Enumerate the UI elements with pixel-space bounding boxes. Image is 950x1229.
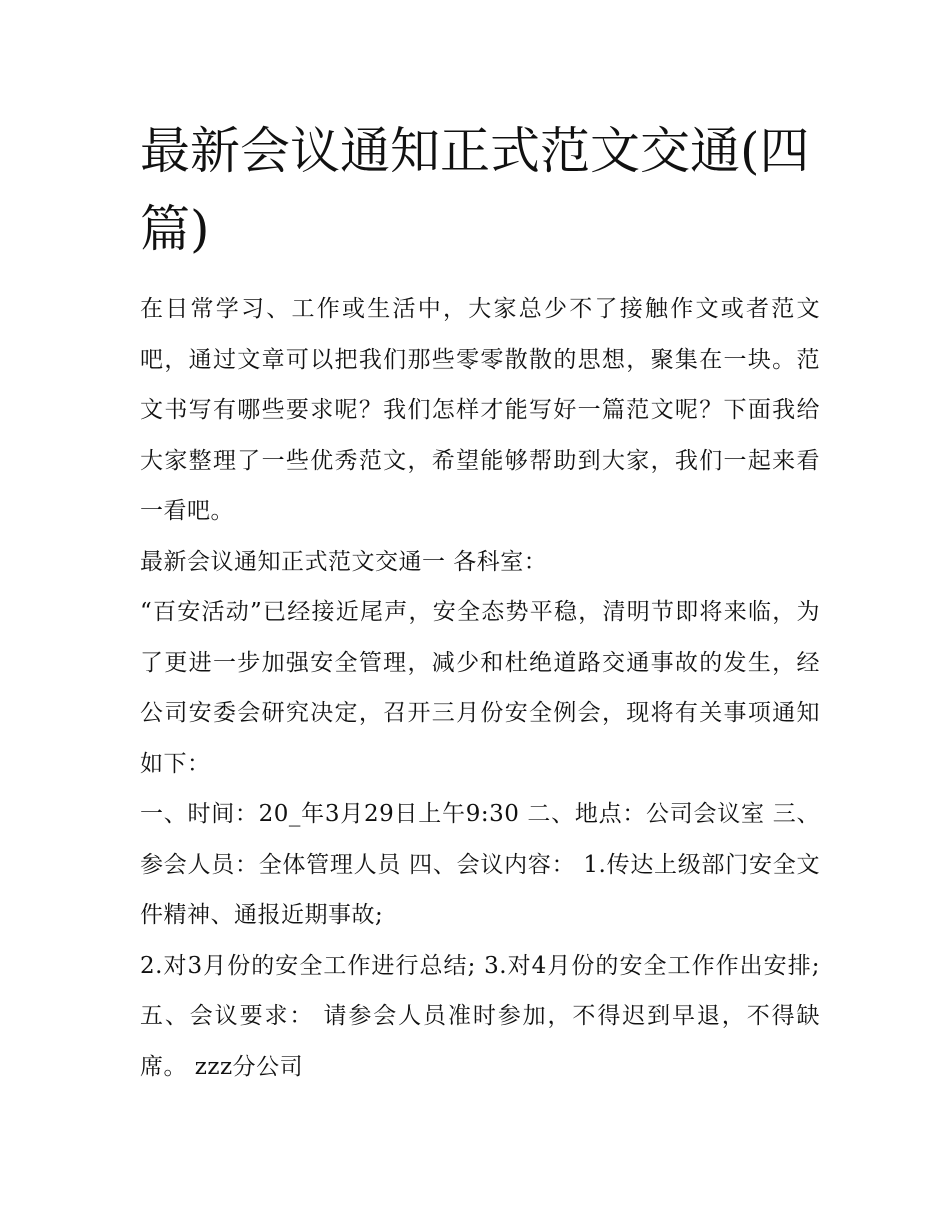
- section-heading: 最新会议通知正式范文交通一 各科室：: [140, 548, 548, 575]
- notice-paragraph: “百安活动”已经接近尾声，安全态势平稳，清明节即将来临，为了更进一步加强安全管理，减少和杜绝道路交通事故的发生，经公司安委会研究决定，召开三月份安全例会，现将有关事项通知如下：: [140, 599, 820, 777]
- document-title: 最新会议通知正式范文交通(四篇): [140, 122, 810, 258]
- meeting-requirements-paragraph: 2.对3月份的安全工作进行总结; 3.对4月份的安全工作作出安排; 五、会议要求： 请参会人员准时参加，不得迟到早退，不得缺席。 zzz分公司: [140, 952, 820, 1080]
- intro-paragraph: 在日常学习、工作或生活中，大家总少不了接触作文或者范文吧，通过文章可以把我们那些零零散散的思想，聚集在一块。范文书写有哪些要求呢？我们怎样才能写好一篇范文呢？下面我给大家整理了一些优秀范文，希望能够帮助到大家，我们一起来看一看吧。: [140, 296, 820, 524]
- meeting-details-paragraph: 一、时间：20_年3月29日上午9:30 二、地点：公司会议室 三、参会人员：全体管理人员 四、会议内容： 1.传达上级部门安全文件精神、通报近期事故;: [140, 801, 820, 928]
- document-page: [140, 112, 820, 1092]
